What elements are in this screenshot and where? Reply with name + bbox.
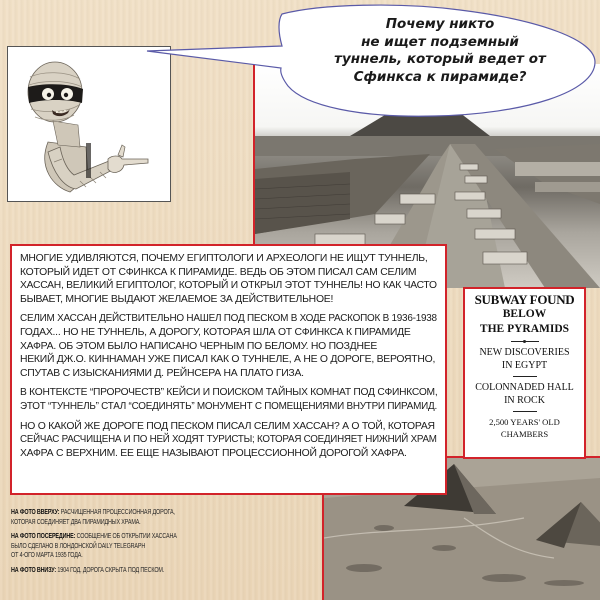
paragraph-3: [20, 386, 437, 413]
caption-text: СООБЩЕНИЕ ОБ ОТКРЫТИИ ХАССАНА: [76, 531, 177, 541]
caption-middle-photo: [11, 531, 231, 560]
text-line: БЫВАЕТ, МНОГИЕ ВЫДАЮТ ЖЕЛАЕМОЕ ЗА ДЕЙСТВИТЕЛЬНОЕ!: [20, 293, 334, 305]
clipping-headline: BELOW: [502, 308, 547, 320]
photo-captions: [11, 507, 311, 580]
clipping-subhead: COLONNADED HALL: [475, 382, 574, 393]
caption-bottom-photo: [11, 565, 231, 575]
paragraph-1: [20, 252, 437, 306]
text-line: ХАФРА С ВЕРХНИМ. ЕЕ ЕЩЕ НАЗЫВАЮТ ПРОЦЕССИОННОЙ ДОРОГОЙ ХАФРА.: [20, 447, 407, 459]
clipping-divider: [511, 341, 539, 342]
clipping-subhead: NEW DISCOVERIES: [479, 347, 570, 358]
main-text-box: [10, 244, 447, 495]
caption-text: КОТОРАЯ СОЕДИНЯЕТ ДВА ПИРАМИДНЫХ ХРАМА.: [11, 516, 141, 526]
caption-text: БЫЛО СДЕЛАНО В ЛОНДОНСКОЙ DAILY TELEGRAPH: [11, 540, 146, 550]
text-line: ГОДАХ... НО НЕ ТУННЕЛЬ, А ДОРОГУ, КОТОРАЯ ШЛА ОТ СФИНКСА К ПИРАМИДЕ: [20, 326, 411, 338]
clipping-divider: [513, 411, 537, 412]
caption-label: НА ФОТО ВНИЗУ:: [11, 564, 56, 574]
clipping-subhead: IN EGYPT: [501, 360, 548, 371]
bubble-line: Сфинкса к пирамиде?: [353, 68, 527, 85]
text-line: НО О КАКОЙ ЖЕ ДОРОГЕ ПОД ПЕСКОМ ПИСАЛ СЕЛИМ ХАССАН? А О ТОЙ, КОТОРАЯ: [20, 420, 435, 432]
bubble-line: не ищет подземный: [361, 33, 519, 50]
clipping-headline: THE PYRAMIDS: [479, 323, 570, 335]
text-line: НЕКИЙ ДЖ.О. КИННАМАН УЖЕ ПИСАЛ КАК О ТУННЕЛЕ, А НЕ О ДОРОГЕ, ВЕРОЯТНО,: [20, 354, 436, 366]
clipping-small-text: 2,500 YEARS' OLD: [489, 417, 560, 427]
clipping-divider: [513, 376, 537, 377]
clipping-subhead: IN ROCK: [504, 395, 545, 406]
caption-text: РАСЧИЩЕННАЯ ПРОЦЕССИОННАЯ ДОРОГА,: [60, 507, 175, 516]
caption-text: 1904 ГОД. ДОРОГА СКРЫТА ПОД ПЕСКОМ.: [57, 564, 165, 574]
clipping-headline: SUBWAY FOUND: [474, 292, 575, 307]
paragraph-2: [20, 312, 437, 380]
bubble-line: Почему никто: [385, 16, 495, 32]
clipping-small-text: CHAMBERS: [500, 429, 549, 439]
text-line: КОТОРЫЙ ИДЕТ ОТ СФИНКСА К ПИРАМИДЕ. ВЕДЬ ОБ ЭТОМ ПИСАЛ САМ СЕЛИМ: [20, 266, 417, 278]
text-line: ЭТОТ “ТУННЕЛЬ” СТАЛ “СОЕДИНЯТЬ” МОНУМЕНТ С ПОМЕЩЕНИЯМИ ВНУТРИ ПИРАМИД.: [20, 400, 437, 412]
text-line: СПУТАВ С ИЗЫСКАНИЯМИ Д. РЕЙНСЕРА НА ПЛАТО ГИЗА.: [20, 367, 304, 379]
text-line: МНОГИЕ УДИВЛЯЮТСЯ, ПОЧЕМУ ЕГИПТОЛОГИ И АРХЕОЛОГИ НЕ ИЩУТ ТУННЕЛЬ,: [20, 253, 428, 264]
newspaper-clipping: [463, 287, 586, 459]
text-line: ХАФРА. ОБ ЭТОМ БЫЛО НАПИСАНО ЧЕРНЫМ ПО БЕЛОМУ. НО ПОЗДНЕЕ: [20, 340, 378, 352]
text-line: СЕЙЧАС РАСЧИЩЕНА И ПО НЕЙ ХОДЯТ ТУРИСТЫ; КОТОРАЯ СОЕДИНЯЕТ НИЖНИЙ ХРАМ: [20, 434, 437, 446]
text-line: В КОНТЕКСТЕ “ПРОРОЧЕСТВ” КЕЙСИ И ПОИСКОМ ТАЙНЫХ КОМНАТ ПОД СФИНКСОМ,: [20, 387, 438, 399]
text-line: ХАССАН, ВЕЛИКИЙ ЕГИПТОЛОГ, КОТОРЫЙ И ОТКРЫЛ ЭТОТ ТУННЕЛЬ! НО КАК ЧАСТО: [20, 280, 437, 292]
text-line: СЕЛИМ ХАССАН ДЕЙСТВИТЕЛЬНО НАШЕЛ ПОД ПЕСКОМ В ХОДЕ РАСКОПОК В 1936-1938: [20, 313, 437, 325]
caption-text: ОТ 4-ОГО МАРТА 1935 ГОДА.: [11, 550, 83, 560]
speech-bubble-text: [300, 16, 580, 86]
bubble-line: туннель, который ведет от: [334, 51, 546, 67]
caption-top-photo: [11, 507, 231, 526]
caption-label: НА ФОТО ПОСЕРЕДИНЕ:: [11, 531, 76, 541]
caption-label: НА ФОТО ВВЕРХУ:: [11, 507, 60, 516]
paragraph-4: [20, 420, 437, 461]
